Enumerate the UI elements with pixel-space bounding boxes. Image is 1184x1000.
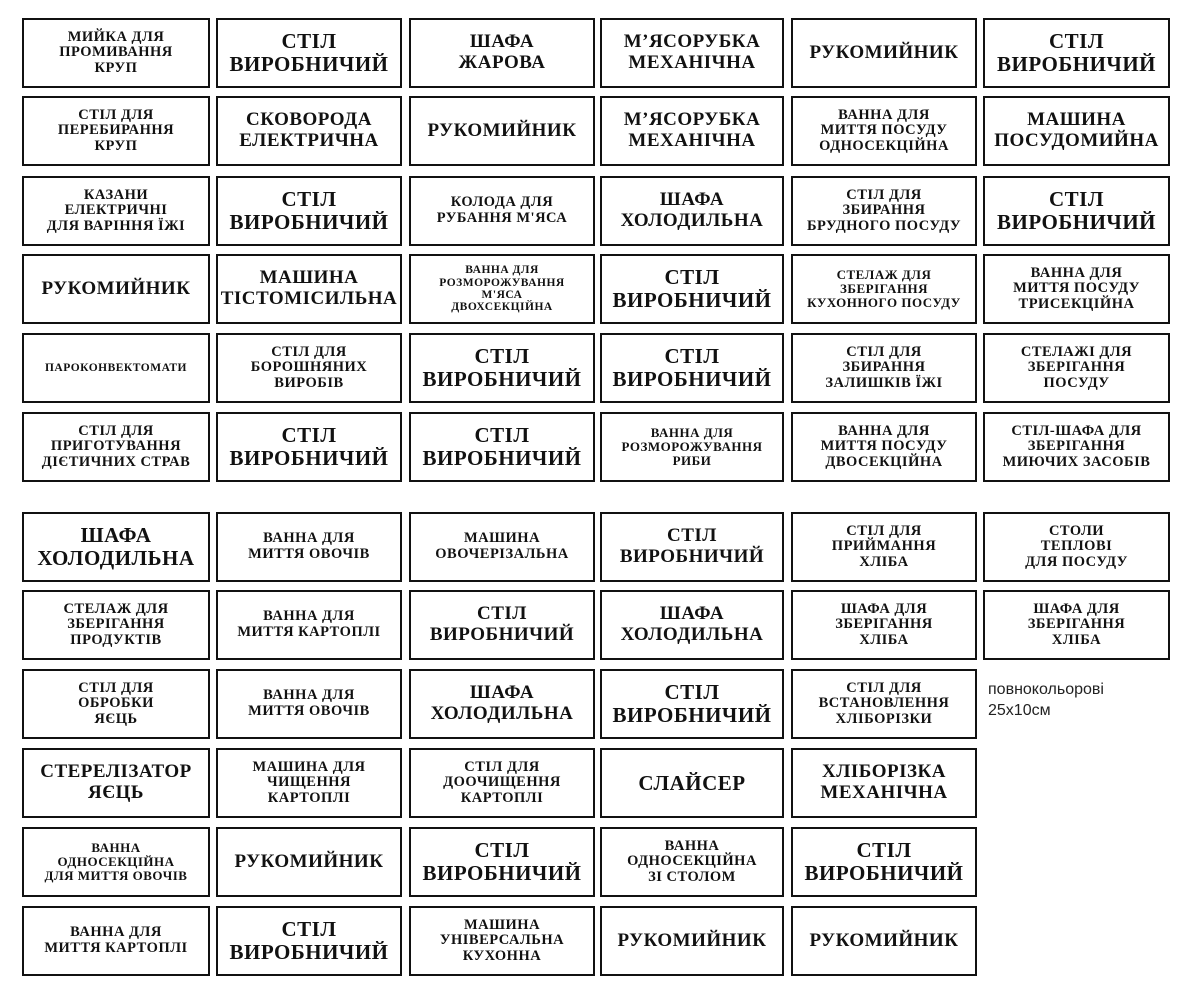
- sign-6: СТІЛ ВИРОБНИЧИЙ: [983, 18, 1170, 88]
- sign-15: КОЛОДА ДЛЯ РУБАННЯ М'ЯСА: [409, 176, 595, 246]
- sign-56: СТІЛ ДЛЯ ДООЧИЩЕННЯ КАРТОПЛІ: [409, 748, 595, 818]
- sign-35: ВАННА ДЛЯ МИТТЯ ПОСУДУ ДВОСЕКЦІЙНА: [791, 412, 977, 482]
- sign-41: СТІЛ ДЛЯ ПРИЙМАННЯ ХЛІБА: [791, 512, 977, 582]
- print-note: [988, 680, 1104, 722]
- sign-9: РУКОМИЙНИК: [409, 96, 595, 166]
- sign-37: ШАФА ХОЛОДИЛЬНА: [22, 512, 210, 582]
- sign-18: СТІЛ ВИРОБНИЧИЙ: [983, 176, 1170, 246]
- sign-30: СТЕЛАЖІ ДЛЯ ЗБЕРІГАННЯ ПОСУДУ: [983, 333, 1170, 403]
- print-note-size: 25х10см: [988, 701, 1051, 719]
- sign-51: ШАФА ХОЛОДИЛЬНА: [409, 669, 595, 739]
- sign-34: ВАННА ДЛЯ РОЗМОРОЖУВАННЯ РИБИ: [600, 412, 784, 482]
- sign-10: М’ЯСОРУБКА МЕХАНІЧНА: [600, 96, 784, 166]
- sign-7: СТІЛ ДЛЯ ПЕРЕБИРАННЯ КРУП: [22, 96, 210, 166]
- sign-44: ВАННА ДЛЯ МИТТЯ КАРТОПЛІ: [216, 590, 402, 660]
- sign-49: СТІЛ ДЛЯ ОБРОБКИ ЯЄЦЬ: [22, 669, 210, 739]
- sign-46: ШАФА ХОЛОДИЛЬНА: [600, 590, 784, 660]
- sign-23: СТЕЛАЖ ДЛЯ ЗБЕРІГАННЯ КУХОННОГО ПОСУДУ: [791, 254, 977, 324]
- sign-38: ВАННА ДЛЯ МИТТЯ ОВОЧІВ: [216, 512, 402, 582]
- sign-36: СТІЛ-ШАФА ДЛЯ ЗБЕРІГАННЯ МИЮЧИХ ЗАСОБІВ: [983, 412, 1170, 482]
- sign-32: СТІЛ ВИРОБНИЧИЙ: [216, 412, 402, 482]
- sign-62: ВАННА ОДНОСЕКЦІЙНА ЗІ СТОЛОМ: [600, 827, 784, 897]
- sign-45: СТІЛ ВИРОБНИЧИЙ: [409, 590, 595, 660]
- sign-40: СТІЛ ВИРОБНИЧИЙ: [600, 512, 784, 582]
- sign-64: ВАННА ДЛЯ МИТТЯ КАРТОПЛІ: [22, 906, 210, 976]
- sign-8: СКОВОРОДА ЕЛЕКТРИЧНА: [216, 96, 402, 166]
- sign-1: МИЙКА ДЛЯ ПРОМИВАННЯ КРУП: [22, 18, 210, 88]
- sign-43: СТЕЛАЖ ДЛЯ ЗБЕРІГАННЯ ПРОДУКТІВ: [22, 590, 210, 660]
- sign-58: ХЛІБОРІЗКА МЕХАНІЧНА: [791, 748, 977, 818]
- sign-4: М’ЯСОРУБКА МЕХАНІЧНА: [600, 18, 784, 88]
- sign-54: СТЕРЕЛІЗАТОР ЯЄЦЬ: [22, 748, 210, 818]
- sign-61: СТІЛ ВИРОБНИЧИЙ: [409, 827, 595, 897]
- sign-31: СТІЛ ДЛЯ ПРИГОТУВАННЯ ДІЄТИЧНИХ СТРАВ: [22, 412, 210, 482]
- sign-55: МАШИНА ДЛЯ ЧИЩЕННЯ КАРТОПЛІ: [216, 748, 402, 818]
- sign-24: ВАННА ДЛЯ МИТТЯ ПОСУДУ ТРИСЕКЦІЙНА: [983, 254, 1170, 324]
- sign-22: СТІЛ ВИРОБНИЧИЙ: [600, 254, 784, 324]
- sign-68: РУКОМИЙНИК: [791, 906, 977, 976]
- sign-26: СТІЛ ДЛЯ БОРОШНЯНИХ ВИРОБІВ: [216, 333, 402, 403]
- sign-19: РУКОМИЙНИК: [22, 254, 210, 324]
- sign-27: СТІЛ ВИРОБНИЧИЙ: [409, 333, 595, 403]
- sign-25: ПАРОКОНВЕКТОМАТИ: [22, 333, 210, 403]
- sign-16: ШАФА ХОЛОДИЛЬНА: [600, 176, 784, 246]
- sign-13: КАЗАНИ ЕЛЕКТРИЧНІ ДЛЯ ВАРІННЯ ЇЖІ: [22, 176, 210, 246]
- sign-48: ШАФА ДЛЯ ЗБЕРІГАННЯ ХЛІБА: [983, 590, 1170, 660]
- sign-65: СТІЛ ВИРОБНИЧИЙ: [216, 906, 402, 976]
- sign-52: СТІЛ ВИРОБНИЧИЙ: [600, 669, 784, 739]
- sign-5: РУКОМИЙНИК: [791, 18, 977, 88]
- sign-47: ШАФА ДЛЯ ЗБЕРІГАННЯ ХЛІБА: [791, 590, 977, 660]
- sign-63: СТІЛ ВИРОБНИЧИЙ: [791, 827, 977, 897]
- sign-17: СТІЛ ДЛЯ ЗБИРАННЯ БРУДНОГО ПОСУДУ: [791, 176, 977, 246]
- sign-66: МАШИНА УНІВЕРСАЛЬНА КУХОННА: [409, 906, 595, 976]
- sign-21: ВАННА ДЛЯ РОЗМОРОЖУВАННЯ М'ЯСА ДВОХСЕКЦІЙНА: [409, 254, 595, 324]
- sign-50: ВАННА ДЛЯ МИТТЯ ОВОЧІВ: [216, 669, 402, 739]
- sign-2: СТІЛ ВИРОБНИЧИЙ: [216, 18, 402, 88]
- sign-20: МАШИНА ТІСТОМІСИЛЬНА: [216, 254, 402, 324]
- sign-67: РУКОМИЙНИК: [600, 906, 784, 976]
- sign-3: ШАФА ЖАРОВА: [409, 18, 595, 88]
- print-note-color: повнокольорові: [988, 681, 1104, 698]
- sign-53: СТІЛ ДЛЯ ВСТАНОВЛЕННЯ ХЛІБОРІЗКИ: [791, 669, 977, 739]
- sign-60: РУКОМИЙНИК: [216, 827, 402, 897]
- sign-14: СТІЛ ВИРОБНИЧИЙ: [216, 176, 402, 246]
- sign-59: ВАННА ОДНОСЕКЦІЙНА ДЛЯ МИТТЯ ОВОЧІВ: [22, 827, 210, 897]
- sign-39: МАШИНА ОВОЧЕРІЗАЛЬНА: [409, 512, 595, 582]
- sign-11: ВАННА ДЛЯ МИТТЯ ПОСУДУ ОДНОСЕКЦІЙНА: [791, 96, 977, 166]
- sign-33: СТІЛ ВИРОБНИЧИЙ: [409, 412, 595, 482]
- sign-57: СЛАЙСЕР: [600, 748, 784, 818]
- sign-29: СТІЛ ДЛЯ ЗБИРАННЯ ЗАЛИШКІВ ЇЖІ: [791, 333, 977, 403]
- sign-42: СТОЛИ ТЕПЛОВІ ДЛЯ ПОСУДУ: [983, 512, 1170, 582]
- sign-12: МАШИНА ПОСУДОМИЙНА: [983, 96, 1170, 166]
- sign-28: СТІЛ ВИРОБНИЧИЙ: [600, 333, 784, 403]
